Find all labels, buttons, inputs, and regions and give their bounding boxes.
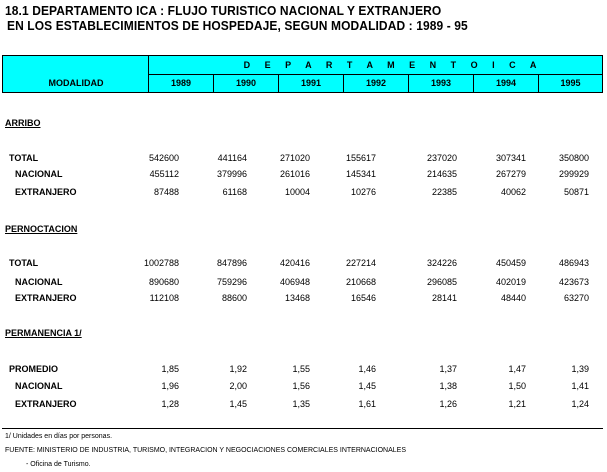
footnote-source: FUENTE: MINISTERIO DE INDUSTRIA, TURISMO, INTEGRACION Y NEGOCIACIONES COMERCIALES INTERNACIONALES (5, 447, 406, 454)
cell-value: 1002788 (143, 258, 179, 268)
cell-value: 10276 (350, 187, 376, 197)
table-row (0, 399, 600, 413)
cell-value: 13468 (284, 293, 310, 303)
row-label: PROMEDIO (9, 364, 59, 374)
cell-value: 1,96 (161, 381, 179, 391)
cell-value: 271020 (279, 153, 310, 163)
row-label: NACIONAL (15, 381, 63, 391)
table-header (2, 55, 603, 93)
cell-value: 145341 (345, 169, 376, 179)
cell-value: 450459 (495, 258, 526, 268)
table-row (0, 258, 600, 272)
section-arribo: ARRIBO (5, 118, 41, 128)
cell-value: 112108 (149, 293, 179, 303)
section-permanencia: PERMANENCIA 1/ (5, 328, 82, 338)
cell-value: 1,55 (292, 364, 310, 374)
row-label: EXTRANJERO (15, 399, 77, 409)
cell-value: 1,92 (229, 364, 247, 374)
cell-value: 87488 (153, 187, 179, 197)
row-label: EXTRANJERO (15, 293, 77, 303)
cell-value: 1,35 (292, 399, 310, 409)
year-header-1990: 1990 (214, 75, 279, 92)
cell-value: 890680 (148, 277, 179, 287)
cell-value: 324226 (426, 258, 457, 268)
cell-value: 759296 (216, 277, 247, 287)
cell-value: 16546 (350, 293, 376, 303)
cell-value: 420416 (279, 258, 310, 268)
cell-value: 63270 (563, 293, 589, 303)
cell-value: 1,28 (161, 399, 179, 409)
table-row (0, 277, 600, 291)
cell-value: 423673 (558, 277, 589, 287)
cell-value: 1,37 (439, 364, 457, 374)
table-row (0, 364, 600, 378)
departamento-header: D E P A R T A M E N T O I C A (149, 56, 602, 75)
row-label: TOTAL (9, 258, 39, 268)
cell-value: 1,41 (571, 381, 589, 391)
year-header-1995: 1995 (560, 78, 581, 88)
cell-value: 28141 (431, 293, 457, 303)
cell-value: 1,45 (358, 381, 376, 391)
modalidad-header-cell (3, 56, 149, 92)
cell-value: 1,26 (439, 399, 457, 409)
cell-value: 307341 (495, 153, 526, 163)
row-label: TOTAL (9, 153, 39, 163)
year-header-1989: 1989 (149, 75, 214, 92)
cell-value: 10004 (284, 187, 310, 197)
row-label: NACIONAL (15, 169, 63, 179)
cell-value: 406948 (279, 277, 310, 287)
cell-value: 214635 (426, 169, 457, 179)
year-header-1992: 1992 (344, 75, 409, 92)
row-label: NACIONAL (15, 277, 63, 287)
table-title-line-1: 18.1 DEPARTAMENTO ICA : FLUJO TURISTICO NACIONAL Y EXTRANJERO (5, 3, 442, 19)
section-pernoctacion: PERNOCTACION (5, 224, 78, 234)
cell-value: 22385 (431, 187, 457, 197)
table-row (0, 293, 600, 307)
cell-value: 48440 (500, 293, 526, 303)
cell-value: 455112 (149, 169, 179, 179)
table-title-line-2: EN LOS ESTABLECIMIENTOS DE HOSPEDAJE, SEGUN MODALIDAD : 1989 - 95 (7, 18, 468, 34)
cell-value: 542600 (148, 153, 179, 163)
row-label: EXTRANJERO (15, 187, 77, 197)
cell-value: 441164 (217, 153, 247, 163)
cell-value: 1,38 (439, 381, 457, 391)
table-row (0, 153, 600, 167)
cell-value: 2,00 (229, 381, 247, 391)
cell-value: 227214 (345, 258, 376, 268)
year-header-1993: 1993 (409, 75, 474, 92)
cell-value: 1,39 (571, 364, 589, 374)
cell-value: 847896 (216, 258, 247, 268)
cell-value: 1,85 (161, 364, 179, 374)
cell-value: 350800 (558, 153, 589, 163)
cell-value: 40062 (500, 187, 526, 197)
cell-value: 210668 (345, 277, 376, 287)
cell-value: 299929 (558, 169, 589, 179)
table-bottom-rule (2, 428, 603, 429)
cell-value: 1,45 (229, 399, 247, 409)
year-header-1994: 1994 (474, 75, 539, 92)
cell-value: 61168 (222, 187, 247, 197)
cell-value: 1,46 (358, 364, 376, 374)
footnote-units: 1/ Unidades en días por personas. (5, 433, 113, 440)
cell-value: 402019 (495, 277, 526, 287)
year-header-1991: 1991 (279, 75, 344, 92)
cell-value: 1,50 (508, 381, 526, 391)
cell-value: 1,47 (508, 364, 526, 374)
cell-value: 1,21 (508, 399, 526, 409)
cell-value: 1,61 (358, 399, 376, 409)
modalidad-header-label: MODALIDAD (48, 78, 104, 88)
cell-value: 379996 (216, 169, 247, 179)
cell-value: 88600 (221, 293, 247, 303)
cell-value: 267279 (495, 169, 526, 179)
cell-value: 50871 (563, 187, 589, 197)
footnote-source-office: - Oficina de Turismo. (26, 461, 91, 468)
cell-value: 486943 (558, 258, 589, 268)
cell-value: 1,24 (571, 399, 589, 409)
table-row (0, 187, 600, 201)
cell-value: 261016 (279, 169, 310, 179)
table-row (0, 381, 600, 395)
cell-value: 1,56 (292, 381, 310, 391)
cell-value: 155617 (345, 153, 376, 163)
table-row (0, 169, 600, 183)
cell-value: 296085 (426, 277, 457, 287)
cell-value: 237020 (426, 153, 457, 163)
